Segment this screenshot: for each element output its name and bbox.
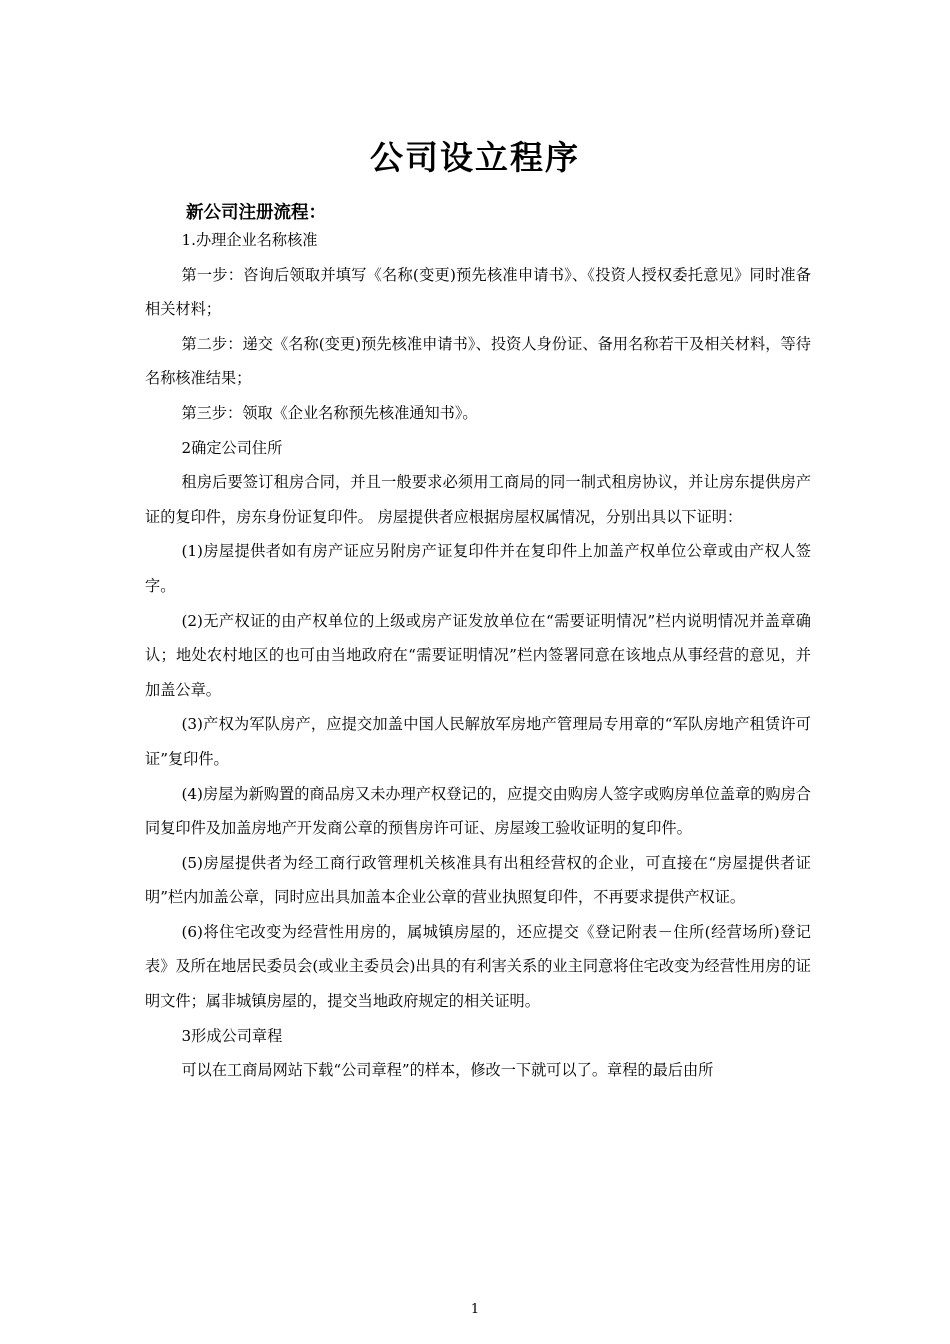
paragraph-proof-5: (5)房屋提供者为经工商行政管理机关核准具有出租经营权的企业，可直接在“房屋提供者证明”栏内加盖公章，同时应出具加盖本企业公章的营业执照复印件，不再要求提供产权证。 [145,853,811,907]
document-body [145,223,811,1088]
page-number: 1 [470,1302,480,1317]
paragraph-step-1-first: 第一步：咨询后领取并填写《名称(变更)预先核准申请书》、《投资人授权委托意见》同时准备相关材料； [145,265,811,319]
paragraph-proof-2: (2)无产权证的由产权单位的上级或房产证发放单位在“需要证明情况”栏内说明情况并盖章确认；地处农村地区的也可由当地政府在“需要证明情况”栏内签署同意在该地点从事经营的意见，并加盖公章。 [145,611,811,699]
paragraph-proof-3: (3)产权为军队房产，应提交加盖中国人民解放军房地产管理局专用章的“军队房地产租赁许可证”复印件。 [145,715,811,768]
section-heading: 新公司注册流程： [186,203,326,223]
paragraph-proof-4: (4)房屋为新购置的商品房又未办理产权登记的，应提交由购房人签字或购房单位盖章的购房合同复印件及加盖房地产开发商公章的预售房许可证、房屋竣工验收证明的复印件。 [145,784,811,838]
paragraph-step-1-heading: 1.办理企业名称核准 [181,231,318,249]
paragraph-rental-intro: 租房后要签订租房合同，并且一般要求必须用工商局的同一制式租房协议，并让房东提供房产证的复印件，房东身份证复印件。 房屋提供者应根据房屋权属情况，分别出具以下证明： [145,473,811,526]
paragraph-step-1-third: 第三步：领取《企业名称预先核准通知书》。 [181,403,478,422]
paragraph-proof-6: (6)将住宅改变为经营性用房的，属城镇房屋的，还应提交《登记附表－住所(经营场所)登记表》及所在地居民委员会(或业主委员会)出具的有利害关系的业主同意将住宅改变为经营性用房的证明文件；属非城镇房屋的，提交当地政府规定的相关证明。 [145,922,811,1011]
paragraph-proof-1: (1)房屋提供者如有房产证应另附房产证复印件并在复印件上加盖产权单位公章或由产权人签字。 [145,542,811,595]
paragraph-step-1-second: 第二步：递交《名称(变更)预先核准申请书》、投资人身份证、备用名称若干及相关材料，等待名称核准结果； [145,334,811,388]
paragraph-articles: 可以在工商局网站下载“公司章程”的样本，修改一下就可以了。章程的最后由所 [181,1061,714,1080]
paragraph-step-2-heading: 2确定公司住所 [181,438,283,457]
paragraph-step-3-heading: 3形成公司章程 [181,1026,283,1045]
document-title: 公司设立程序 [370,138,580,177]
